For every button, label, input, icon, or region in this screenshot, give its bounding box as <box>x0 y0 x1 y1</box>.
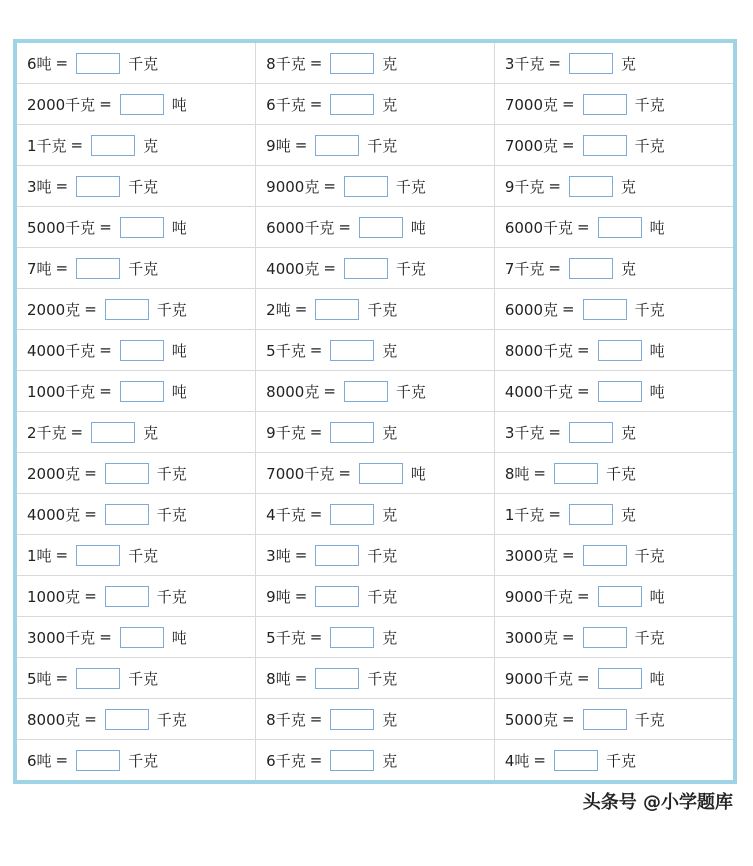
target-unit-label: 吨 <box>171 628 187 647</box>
quantity-label: 4吨 <box>504 751 530 770</box>
problem-cell <box>494 412 733 453</box>
target-unit-label: 吨 <box>410 464 426 483</box>
answer-box[interactable] <box>344 258 388 279</box>
target-unit-label: 克 <box>620 54 636 73</box>
equals-sign: = <box>309 54 323 72</box>
quantity-label: 7吨 <box>27 259 52 278</box>
table-row <box>17 617 733 658</box>
problem-cell <box>256 740 495 781</box>
equals-sign: = <box>577 341 590 359</box>
table-row <box>17 535 733 576</box>
target-unit-label: 千克 <box>156 587 187 606</box>
target-unit-label: 千克 <box>634 300 665 319</box>
answer-box[interactable] <box>330 53 374 74</box>
problem-cell <box>17 248 256 289</box>
answer-box[interactable] <box>344 381 388 402</box>
target-unit-label: 克 <box>382 423 398 442</box>
quantity-label: 6千克 <box>266 95 306 114</box>
answer-box[interactable] <box>554 750 598 771</box>
problem-cell <box>256 453 495 494</box>
answer-box[interactable] <box>583 709 627 730</box>
problem-cell <box>17 453 256 494</box>
equals-sign: = <box>70 423 84 441</box>
answer-box[interactable] <box>105 586 149 607</box>
target-unit-label: 吨 <box>171 382 187 401</box>
target-unit-label: 千克 <box>605 751 636 770</box>
answer-box[interactable] <box>91 422 135 443</box>
problem-cell <box>17 330 256 371</box>
equals-sign: = <box>55 177 69 195</box>
answer-box[interactable] <box>120 94 164 115</box>
equals-sign: = <box>294 546 308 564</box>
answer-box[interactable] <box>330 504 374 525</box>
quantity-label: 4000克 <box>266 259 320 278</box>
equals-sign: = <box>548 505 561 523</box>
target-unit-label: 吨 <box>171 95 187 114</box>
quantity-label: 8000千克 <box>504 341 573 360</box>
answer-box[interactable] <box>105 504 149 525</box>
quantity-label: 6吨 <box>27 54 52 73</box>
problem-cell <box>256 617 495 658</box>
equals-sign: = <box>338 218 351 236</box>
target-unit-label: 克 <box>620 423 636 442</box>
problem-cell <box>256 699 495 740</box>
target-unit-label: 千克 <box>395 259 426 278</box>
target-unit-label: 克 <box>382 341 398 360</box>
problem-cell <box>17 84 256 125</box>
target-unit-label: 千克 <box>128 669 159 688</box>
target-unit-label: 吨 <box>649 218 665 237</box>
table-row <box>17 125 733 166</box>
problem-cell <box>17 371 256 412</box>
problem-cell <box>256 371 495 412</box>
problem-cell <box>17 289 256 330</box>
equals-sign: = <box>55 54 69 72</box>
quantity-label: 2吨 <box>266 300 291 319</box>
equals-sign: = <box>84 505 97 523</box>
target-unit-label: 克 <box>382 95 398 114</box>
answer-box[interactable] <box>344 176 388 197</box>
equals-sign: = <box>309 423 323 441</box>
target-unit-label: 千克 <box>156 505 187 524</box>
problem-cell <box>494 289 733 330</box>
answer-box[interactable] <box>598 217 642 238</box>
problem-cell <box>17 576 256 617</box>
target-unit-label: 千克 <box>605 464 636 483</box>
worksheet <box>13 39 737 784</box>
quantity-label: 4000克 <box>27 505 81 524</box>
target-unit-label: 千克 <box>395 382 426 401</box>
problem-cell <box>17 740 256 781</box>
problem-cell <box>494 535 733 576</box>
answer-box[interactable] <box>315 299 359 320</box>
quantity-label: 7000千克 <box>266 464 335 483</box>
problem-cell <box>256 494 495 535</box>
quantity-label: 7000克 <box>504 95 558 114</box>
answer-box[interactable] <box>76 176 120 197</box>
problem-cell <box>256 248 495 289</box>
quantity-label: 4千克 <box>266 505 306 524</box>
quantity-label: 5千克 <box>266 341 306 360</box>
problem-cell <box>256 125 495 166</box>
problem-cell <box>17 166 256 207</box>
problem-cell <box>256 535 495 576</box>
problem-cell <box>494 166 733 207</box>
target-unit-label: 克 <box>620 259 636 278</box>
target-unit-label: 千克 <box>367 546 398 565</box>
table-row <box>17 166 733 207</box>
target-unit-label: 千克 <box>367 136 398 155</box>
quantity-label: 8000克 <box>27 710 81 729</box>
equals-sign: = <box>84 300 97 318</box>
table-row <box>17 371 733 412</box>
equals-sign: = <box>55 669 69 687</box>
problem-cell <box>494 207 733 248</box>
answer-box[interactable] <box>569 258 613 279</box>
table-row <box>17 494 733 535</box>
answer-box[interactable] <box>554 463 598 484</box>
quantity-label: 6000千克 <box>504 218 573 237</box>
problem-cell <box>256 166 495 207</box>
answer-box[interactable] <box>359 463 403 484</box>
equals-sign: = <box>99 95 112 113</box>
target-unit-label: 千克 <box>156 710 187 729</box>
problem-cell <box>17 658 256 699</box>
equals-sign: = <box>562 628 575 646</box>
table-row <box>17 740 733 781</box>
target-unit-label: 吨 <box>171 218 187 237</box>
problem-cell <box>256 576 495 617</box>
equals-sign: = <box>577 382 590 400</box>
problem-cell <box>256 43 495 84</box>
equals-sign: = <box>309 341 323 359</box>
table-row <box>17 289 733 330</box>
target-unit-label: 吨 <box>410 218 426 237</box>
target-unit-label: 克 <box>382 505 398 524</box>
quantity-label: 3千克 <box>504 423 545 442</box>
target-unit-label: 克 <box>143 136 159 155</box>
equals-sign: = <box>84 710 97 728</box>
quantity-label: 6000千克 <box>266 218 335 237</box>
table-row <box>17 699 733 740</box>
conversion-grid <box>17 43 733 780</box>
equals-sign: = <box>55 259 69 277</box>
quantity-label: 3千克 <box>504 54 545 73</box>
quantity-label: 8吨 <box>504 464 530 483</box>
answer-box[interactable] <box>330 340 374 361</box>
problem-cell <box>494 43 733 84</box>
equals-sign: = <box>99 341 112 359</box>
equals-sign: = <box>309 710 323 728</box>
target-unit-label: 吨 <box>649 587 665 606</box>
equals-sign: = <box>294 136 308 154</box>
problem-cell <box>17 43 256 84</box>
problem-cell <box>494 84 733 125</box>
answer-box[interactable] <box>569 504 613 525</box>
answer-box[interactable] <box>598 668 642 689</box>
quantity-label: 3吨 <box>27 177 52 196</box>
quantity-label: 7千克 <box>504 259 545 278</box>
quantity-label: 6千克 <box>266 751 306 770</box>
problem-cell <box>17 412 256 453</box>
equals-sign: = <box>323 177 336 195</box>
watermark-text: 头条号 @小学题库 <box>582 792 733 813</box>
problem-cell <box>17 207 256 248</box>
answer-box[interactable] <box>569 53 613 74</box>
problem-cell <box>17 617 256 658</box>
table-row <box>17 412 733 453</box>
quantity-label: 5吨 <box>27 669 52 688</box>
problem-cell <box>256 330 495 371</box>
problem-cell <box>17 125 256 166</box>
answer-box[interactable] <box>120 340 164 361</box>
target-unit-label: 克 <box>382 751 398 770</box>
answer-box[interactable] <box>120 381 164 402</box>
equals-sign: = <box>562 300 575 318</box>
target-unit-label: 千克 <box>128 546 159 565</box>
target-unit-label: 千克 <box>367 300 398 319</box>
equals-sign: = <box>338 464 351 482</box>
answer-box[interactable] <box>583 94 627 115</box>
answer-box[interactable] <box>76 668 120 689</box>
quantity-label: 9000克 <box>266 177 320 196</box>
problem-cell <box>494 494 733 535</box>
table-row <box>17 207 733 248</box>
quantity-label: 4000千克 <box>504 382 573 401</box>
target-unit-label: 克 <box>620 505 636 524</box>
table-row <box>17 43 733 84</box>
problem-cell <box>17 535 256 576</box>
target-unit-label: 吨 <box>171 341 187 360</box>
equals-sign: = <box>577 587 590 605</box>
problem-cell <box>494 576 733 617</box>
quantity-label: 1千克 <box>504 505 545 524</box>
equals-sign: = <box>533 751 546 769</box>
problem-cell <box>256 658 495 699</box>
quantity-label: 3000克 <box>504 628 558 647</box>
answer-box[interactable] <box>120 627 164 648</box>
table-row <box>17 248 733 289</box>
target-unit-label: 克 <box>382 628 398 647</box>
equals-sign: = <box>309 628 323 646</box>
equals-sign: = <box>577 669 590 687</box>
answer-box[interactable] <box>583 299 627 320</box>
target-unit-label: 千克 <box>128 54 159 73</box>
quantity-label: 5000千克 <box>27 218 96 237</box>
quantity-label: 9千克 <box>504 177 545 196</box>
target-unit-label: 千克 <box>128 751 159 770</box>
equals-sign: = <box>323 259 336 277</box>
quantity-label: 9000千克 <box>504 587 573 606</box>
equals-sign: = <box>99 628 112 646</box>
equals-sign: = <box>562 136 575 154</box>
quantity-label: 5000克 <box>504 710 558 729</box>
table-row <box>17 84 733 125</box>
problem-cell <box>494 248 733 289</box>
problem-cell <box>17 494 256 535</box>
equals-sign: = <box>562 710 575 728</box>
quantity-label: 7000克 <box>504 136 558 155</box>
quantity-label: 5千克 <box>266 628 306 647</box>
equals-sign: = <box>99 218 112 236</box>
target-unit-label: 千克 <box>395 177 426 196</box>
target-unit-label: 千克 <box>156 464 187 483</box>
target-unit-label: 千克 <box>128 259 159 278</box>
answer-box[interactable] <box>598 381 642 402</box>
answer-box[interactable] <box>91 135 135 156</box>
answer-box[interactable] <box>105 709 149 730</box>
table-row <box>17 658 733 699</box>
answer-box[interactable] <box>583 545 627 566</box>
table-row <box>17 330 733 371</box>
quantity-label: 1000千克 <box>27 382 96 401</box>
quantity-label: 1吨 <box>27 546 52 565</box>
quantity-label: 9吨 <box>266 587 291 606</box>
quantity-label: 8吨 <box>266 669 291 688</box>
equals-sign: = <box>548 259 561 277</box>
target-unit-label: 千克 <box>367 669 398 688</box>
equals-sign: = <box>577 218 590 236</box>
problem-cell <box>494 125 733 166</box>
target-unit-label: 吨 <box>649 382 665 401</box>
answer-box[interactable] <box>598 586 642 607</box>
answer-box[interactable] <box>330 94 374 115</box>
quantity-label: 3吨 <box>266 546 291 565</box>
answer-box[interactable] <box>105 463 149 484</box>
target-unit-label: 克 <box>382 54 398 73</box>
quantity-label: 9吨 <box>266 136 291 155</box>
table-row <box>17 576 733 617</box>
answer-box[interactable] <box>569 176 613 197</box>
problem-cell <box>494 453 733 494</box>
equals-sign: = <box>548 54 561 72</box>
table-row <box>17 453 733 494</box>
equals-sign: = <box>323 382 336 400</box>
answer-box[interactable] <box>315 135 359 156</box>
answer-box[interactable] <box>120 217 164 238</box>
equals-sign: = <box>548 177 561 195</box>
quantity-label: 2000千克 <box>27 95 96 114</box>
answer-box[interactable] <box>583 135 627 156</box>
problem-cell <box>256 289 495 330</box>
problem-cell <box>256 207 495 248</box>
quantity-label: 2000克 <box>27 464 81 483</box>
target-unit-label: 吨 <box>649 341 665 360</box>
problem-cell <box>494 330 733 371</box>
answer-box[interactable] <box>598 340 642 361</box>
answer-box[interactable] <box>330 750 374 771</box>
problem-cell <box>494 371 733 412</box>
equals-sign: = <box>309 95 323 113</box>
quantity-label: 9000千克 <box>504 669 573 688</box>
quantity-label: 3000千克 <box>27 628 96 647</box>
problem-cell <box>494 617 733 658</box>
target-unit-label: 千克 <box>634 710 665 729</box>
problem-cell <box>494 699 733 740</box>
equals-sign: = <box>294 587 308 605</box>
target-unit-label: 千克 <box>634 628 665 647</box>
quantity-label: 9千克 <box>266 423 306 442</box>
problem-cell <box>494 658 733 699</box>
target-unit-label: 千克 <box>128 177 159 196</box>
equals-sign: = <box>309 751 323 769</box>
target-unit-label: 千克 <box>634 136 665 155</box>
quantity-label: 8千克 <box>266 54 306 73</box>
quantity-label: 1千克 <box>27 136 67 155</box>
target-unit-label: 克 <box>143 423 159 442</box>
quantity-label: 4000千克 <box>27 341 96 360</box>
equals-sign: = <box>84 464 97 482</box>
quantity-label: 1000克 <box>27 587 81 606</box>
equals-sign: = <box>562 546 575 564</box>
answer-box[interactable] <box>315 545 359 566</box>
equals-sign: = <box>55 751 69 769</box>
target-unit-label: 千克 <box>367 587 398 606</box>
target-unit-label: 吨 <box>649 669 665 688</box>
answer-box[interactable] <box>583 627 627 648</box>
quantity-label: 8000克 <box>266 382 320 401</box>
quantity-label: 3000克 <box>504 546 558 565</box>
quantity-label: 6000克 <box>504 300 558 319</box>
answer-box[interactable] <box>359 217 403 238</box>
answer-box[interactable] <box>330 627 374 648</box>
answer-box[interactable] <box>105 299 149 320</box>
equals-sign: = <box>84 587 97 605</box>
problem-cell <box>256 84 495 125</box>
equals-sign: = <box>99 382 112 400</box>
quantity-label: 8千克 <box>266 710 306 729</box>
target-unit-label: 千克 <box>634 546 665 565</box>
equals-sign: = <box>70 136 84 154</box>
answer-box[interactable] <box>330 422 374 443</box>
equals-sign: = <box>548 423 561 441</box>
quantity-label: 2千克 <box>27 423 67 442</box>
quantity-label: 6吨 <box>27 751 52 770</box>
problem-cell <box>494 740 733 781</box>
answer-box[interactable] <box>569 422 613 443</box>
target-unit-label: 千克 <box>156 300 187 319</box>
equals-sign: = <box>294 669 308 687</box>
answer-box[interactable] <box>315 586 359 607</box>
answer-box[interactable] <box>76 545 120 566</box>
equals-sign: = <box>309 505 323 523</box>
answer-box[interactable] <box>76 750 120 771</box>
equals-sign: = <box>55 546 69 564</box>
target-unit-label: 千克 <box>634 95 665 114</box>
target-unit-label: 克 <box>382 710 398 729</box>
quantity-label: 2000克 <box>27 300 81 319</box>
equals-sign: = <box>562 95 575 113</box>
answer-box[interactable] <box>330 709 374 730</box>
equals-sign: = <box>294 300 308 318</box>
answer-box[interactable] <box>76 53 120 74</box>
problem-cell <box>17 699 256 740</box>
target-unit-label: 克 <box>620 177 636 196</box>
answer-box[interactable] <box>315 668 359 689</box>
answer-box[interactable] <box>76 258 120 279</box>
equals-sign: = <box>533 464 546 482</box>
problem-cell <box>256 412 495 453</box>
